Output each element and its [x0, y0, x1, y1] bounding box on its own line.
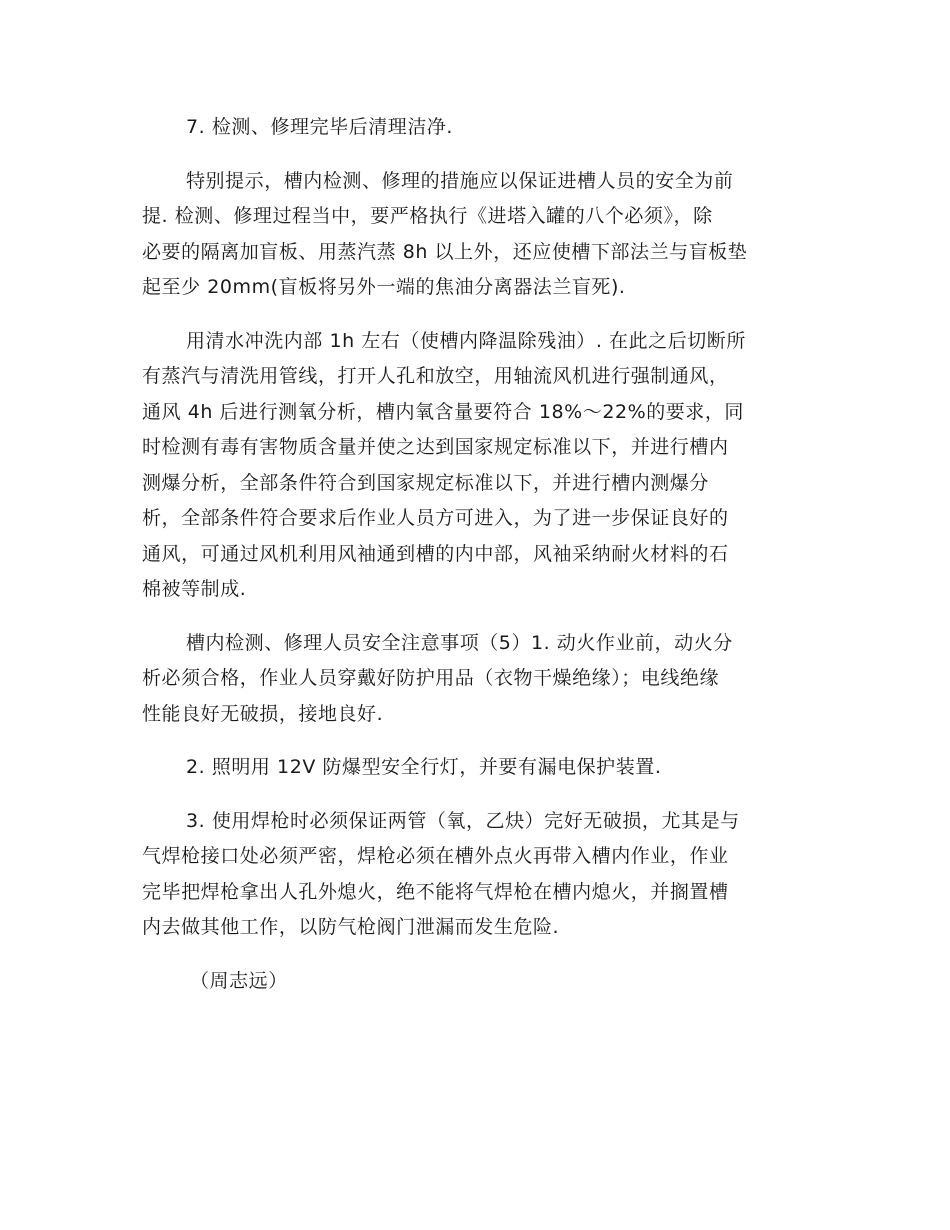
text-line: 槽内检测、修理人员安全注意事项（5）1. 动火作业前，动火分: [186, 631, 733, 654]
text-line: 完毕把焊枪拿出人孔外熄火，绝不能将气焊枪在槽内熄火，并搁置槽: [142, 880, 729, 903]
text-line: 提. 检测、修理过程当中，要严格执行《进塔入罐的八个必须》，除: [142, 205, 713, 227]
text-line: 棉被等制成.: [142, 578, 247, 600]
paragraph: [142, 324, 800, 608]
text-line: 析必须合格，作业人员穿戴好防护用品（衣物干燥绝缘）；电线绝缘: [142, 667, 720, 689]
text-line: 3. 使用焊枪时必须保证两管（氧，乙炔）完好无破损，尤其是与: [186, 809, 740, 832]
text-line: 析，全部条件符合要求后作业人员方可进入，为了进一步保证良好的: [142, 507, 729, 529]
text-line: 有蒸汽与清洗用管线，打开人孔和放空，用轴流风机进行强制通风，: [142, 365, 729, 387]
text-line: 时检测有毒有害物质含量并使之达到国家规定标准以下，并进行槽内: [142, 436, 729, 458]
paragraph: [142, 804, 800, 946]
text-line: 起至少 20mm(盲板将另外一端的焦油分离器法兰盲死).: [142, 276, 626, 298]
paragraph: [142, 110, 800, 146]
text-line: 测爆分析，全部条件符合到国家规定标准以下，并进行槽内测爆分: [142, 471, 709, 494]
text-line: 2. 照明用 12V 防爆型安全行灯，并要有漏电保护装置.: [186, 756, 662, 778]
paragraph: [142, 750, 800, 786]
text-line: 性能良好无破损，接地良好.: [142, 702, 384, 725]
text-line: 必要的隔离加盲板、用蒸汽蒸 8h 以上外，还应使槽下部法兰与盲板垫: [142, 240, 748, 263]
document-body: [142, 110, 800, 946]
text-line: 通风 4h 后进行测氧分析，槽内氧含量要符合 18%～22%的要求，同: [142, 400, 744, 423]
text-line: 特别提示，槽内检测、修理的措施应以保证进槽人员的安全为前: [186, 169, 734, 192]
text-line: 7. 检测、修理完毕后清理洁净.: [186, 116, 454, 138]
paragraph: [142, 626, 800, 733]
text-line: 用清水冲洗内部 1h 左右（使槽内降温除残油）. 在此之后切断所: [186, 329, 746, 352]
paragraph: [142, 164, 800, 306]
author-signature: （周志远）: [190, 969, 288, 992]
text-line: 通风，可通过风机利用风袖通到槽的内中部，风袖采纳耐火材料的石: [142, 542, 729, 565]
text-line: 气焊枪接口处必须严密，焊枪必须在槽外点火再带入槽内作业，作业: [142, 845, 729, 867]
text-line: 内去做其他工作，以防气枪阀门泄漏而发生危险.: [142, 916, 560, 938]
